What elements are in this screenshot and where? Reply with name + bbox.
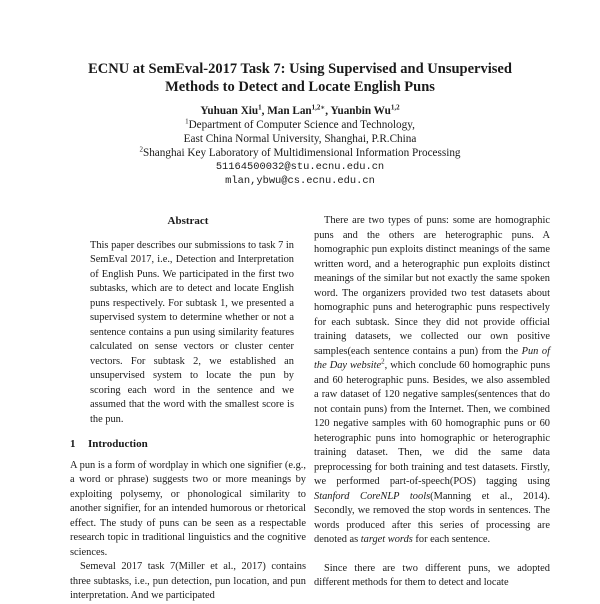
left-column — [70, 214, 306, 604]
right-p1-text-a: There are two types of puns: some are homographic puns and the others are heterographic puns. A homographic pun exploits distinct meanings of the same written word, and a heterographic pun exploits distinct meanings of the similar but not exactly the same spoken word. The organizers provided two test datasets about homographic puns and heterographic puns respectively for each subtask. Since they did not provide official training datasets, we collected our own positive samples(each sentence contains a pun) from the — [314, 215, 550, 357]
email-1: 51164500032@stu.ecnu.edu.cn — [215, 161, 385, 173]
right-p1-emph-3: target words — [360, 534, 413, 545]
abstract-body: This paper describes our submissions to task 7 in SemEval 2017, i.e., Detection and Interpretation of English Puns. We participated in the first two subtasks, which are to detect and locate English puns respectively. For subtask 1, we presented a supervised system to determine whether or not a sentence contains a pun using similarity features calculated on sense vectors or cluster center vectors. For subtask 2, we established an unsupervised system to locate the pun by scoring each word in the sentence and we assumed that the word with the smallest score is the pun. — [90, 239, 294, 425]
introduction-heading — [70, 437, 306, 452]
footnote-marker: 2 — [381, 357, 385, 366]
title-line-1: ECNU at SemEval-2017 Task 7: Using Supervised and Unsupervised — [88, 61, 512, 77]
right-p1-text-b: , which conclude 60 homographic puns and 60 heterographic puns. Besides, we also assembled a raw dataset of 120 negative samples(sentences that do not contain puns) from the Internet. Then, we combined 120 negative samples with 60 homographic puns or 60 heterographic puns into homographic or heterographic training dataset. Then, we did the same data preprocessing for both training and test datasets. Firstly, we performed part-of-speech(POS) tagging using — [314, 360, 550, 487]
affiliation-1-sup: 1 — [185, 117, 189, 126]
right-p1-emph-1: Pun of the Day website — [314, 345, 550, 371]
author-names — [40, 104, 560, 118]
section-number: 1 — [70, 438, 76, 450]
title-line-2: Methods to Detect and Locate English Puns — [165, 79, 435, 95]
affiliation-2-text: Shanghai Key Laboratory of Multidimensional Information Processing — [142, 147, 461, 159]
author-1-sup: 1 — [258, 103, 262, 112]
affiliation-1-line-2: East China Normal University, Shanghai, P.R.China — [183, 133, 417, 145]
intro-paragraph-2: Semeval 2017 task 7(Miller et al., 2017) contains three subtasks, i.e., pun detection, pun location, and pun interpretation. And we participated — [70, 561, 306, 601]
author-2: Man Lan — [267, 105, 312, 117]
author-1: Yuhuan Xiu — [200, 105, 259, 117]
abstract-heading: Abstract — [167, 215, 209, 227]
email-2: mlan,ybwu@cs.ecnu.edu.cn — [225, 175, 375, 187]
author-3: Yuanbin Wu — [330, 105, 391, 117]
paper-title — [40, 60, 560, 96]
author-3-sup: 1,2 — [390, 103, 400, 112]
author-sep-2: , — [325, 105, 331, 117]
right-column — [314, 214, 550, 591]
right-p1-text-d: for each sentence. — [412, 534, 491, 545]
author-2-sup: 1,2∗ — [311, 103, 326, 112]
affiliation-1-line-1: Department of Computer Science and Technology, — [188, 119, 415, 131]
right-p1-text-c: (Manning et al., 2014). Secondly, we removed the stop words in sentences. The words produced after this series of processing are denoted as — [314, 490, 550, 545]
affiliation-1 — [40, 118, 560, 132]
right-paragraph-2: Since there are two different puns, we adopted different methods for them to detect and locate — [314, 562, 550, 588]
section-title: Introduction — [88, 438, 148, 450]
author-block — [40, 104, 560, 188]
author-sep-1: , — [261, 105, 268, 117]
right-p1-emph-2: Stanford CoreNLP tools — [314, 490, 431, 502]
right-paragraph-1 — [314, 214, 550, 548]
intro-paragraph-1: A pun is a form of wordplay in which one signifier (e.g., a word or phrase) suggests two or more meanings by exploiting polysemy, or phonological similarity to another signifier, for an intended humorous or rhetorical effect. The study of puns can be seen as a respectable research topic in traditional linguistics and the cognitive sciences. — [70, 459, 306, 558]
affiliation-2-sup: 2 — [139, 145, 143, 154]
affiliation-2 — [40, 146, 560, 160]
